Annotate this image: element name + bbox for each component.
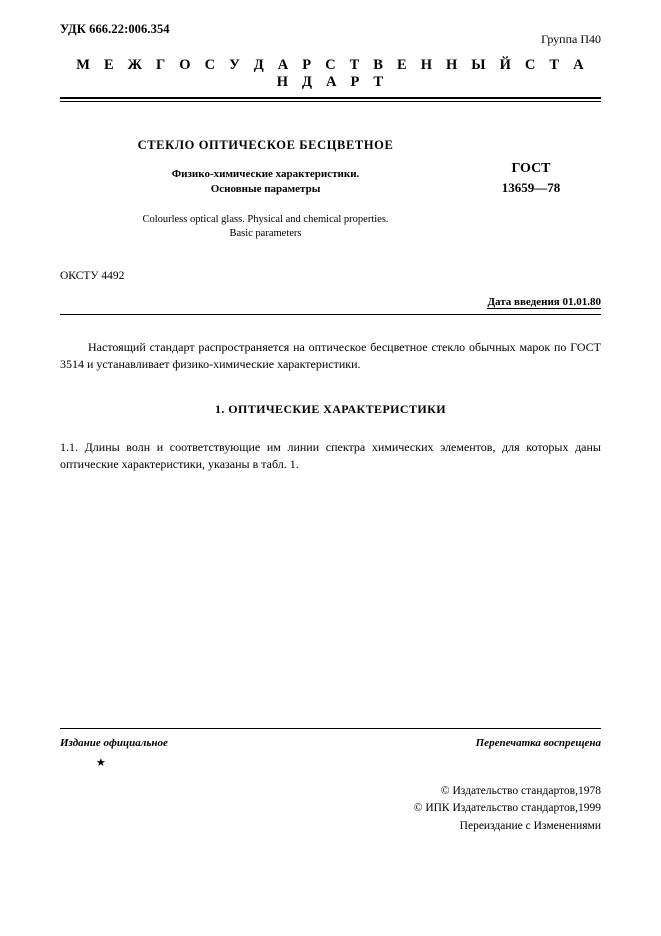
group-code: Группа П40 <box>541 32 601 46</box>
introduction-date-row <box>60 296 601 312</box>
title-block <box>60 138 601 248</box>
page-content <box>60 22 601 473</box>
footer-top-row <box>60 737 601 749</box>
introduction-date-value: 01.01.80 <box>562 296 601 308</box>
scope-paragraph-text: Настоящий стандарт распространяется на оптическое бесцветное стекло обычных марок по ГОСТ 3514 и устанавливает физико-химические характеристики. <box>60 340 601 371</box>
oksty-code: ОКСТУ 4492 <box>60 270 125 282</box>
gost-number: 13659—78 <box>501 179 561 195</box>
page-footer <box>60 728 601 835</box>
scope-paragraph <box>60 339 601 372</box>
introduction-date <box>487 296 601 309</box>
section-heading: 1. ОПТИЧЕСКИЕ ХАРАКТЕРИСТИКИ <box>215 402 446 417</box>
page-title: СТЕКЛО ОПТИЧЕСКОЕ БЕСЦВЕТНОЕ <box>137 138 394 152</box>
english-line-1: Colourless optical glass. Physical and chemical properties. <box>142 213 389 225</box>
official-edition-note: Издание официальное <box>60 737 168 749</box>
copyright-block <box>60 783 601 835</box>
copyright-line-3: Переиздание с Изменениями <box>459 819 601 832</box>
subtitle-line-2: Основные параметры <box>210 182 321 195</box>
udk-code: УДК 666.22:006.354 <box>60 22 170 36</box>
header-rule-thick <box>60 97 601 99</box>
clause-1-1-text: 1.1. Длины волн и соответствующие им линии спектра химических элементов, для которых даны оптические характеристики, указаны в табл. 1. <box>60 440 601 471</box>
copyright-line-1: © Издательство стандартов,1978 <box>440 785 601 797</box>
copyright-line-2: © ИПК Издательство стандартов,1999 <box>413 802 601 815</box>
date-rule <box>60 314 601 315</box>
clause-1-1 <box>60 439 601 473</box>
reprint-prohibited-note: Перепечатка воспрещена <box>475 737 601 749</box>
header-row <box>60 22 601 47</box>
introduction-date-label: Дата введения <box>487 296 560 308</box>
footer-rule <box>60 728 601 729</box>
gost-label: ГОСТ <box>511 161 551 176</box>
gost-designation <box>471 160 591 196</box>
document-title-english <box>60 213 601 241</box>
english-line-2: Basic parameters <box>229 227 302 239</box>
star-icon: ★ <box>96 757 106 769</box>
standard-type-title: М Е Ж Г О С У Д А Р С Т В Е Н Н Ы Й С Т А Н Д А Р Т <box>76 57 589 90</box>
subtitle-line-1: Физико-химические характеристики. <box>171 168 360 180</box>
header-rule-thin <box>60 101 601 102</box>
